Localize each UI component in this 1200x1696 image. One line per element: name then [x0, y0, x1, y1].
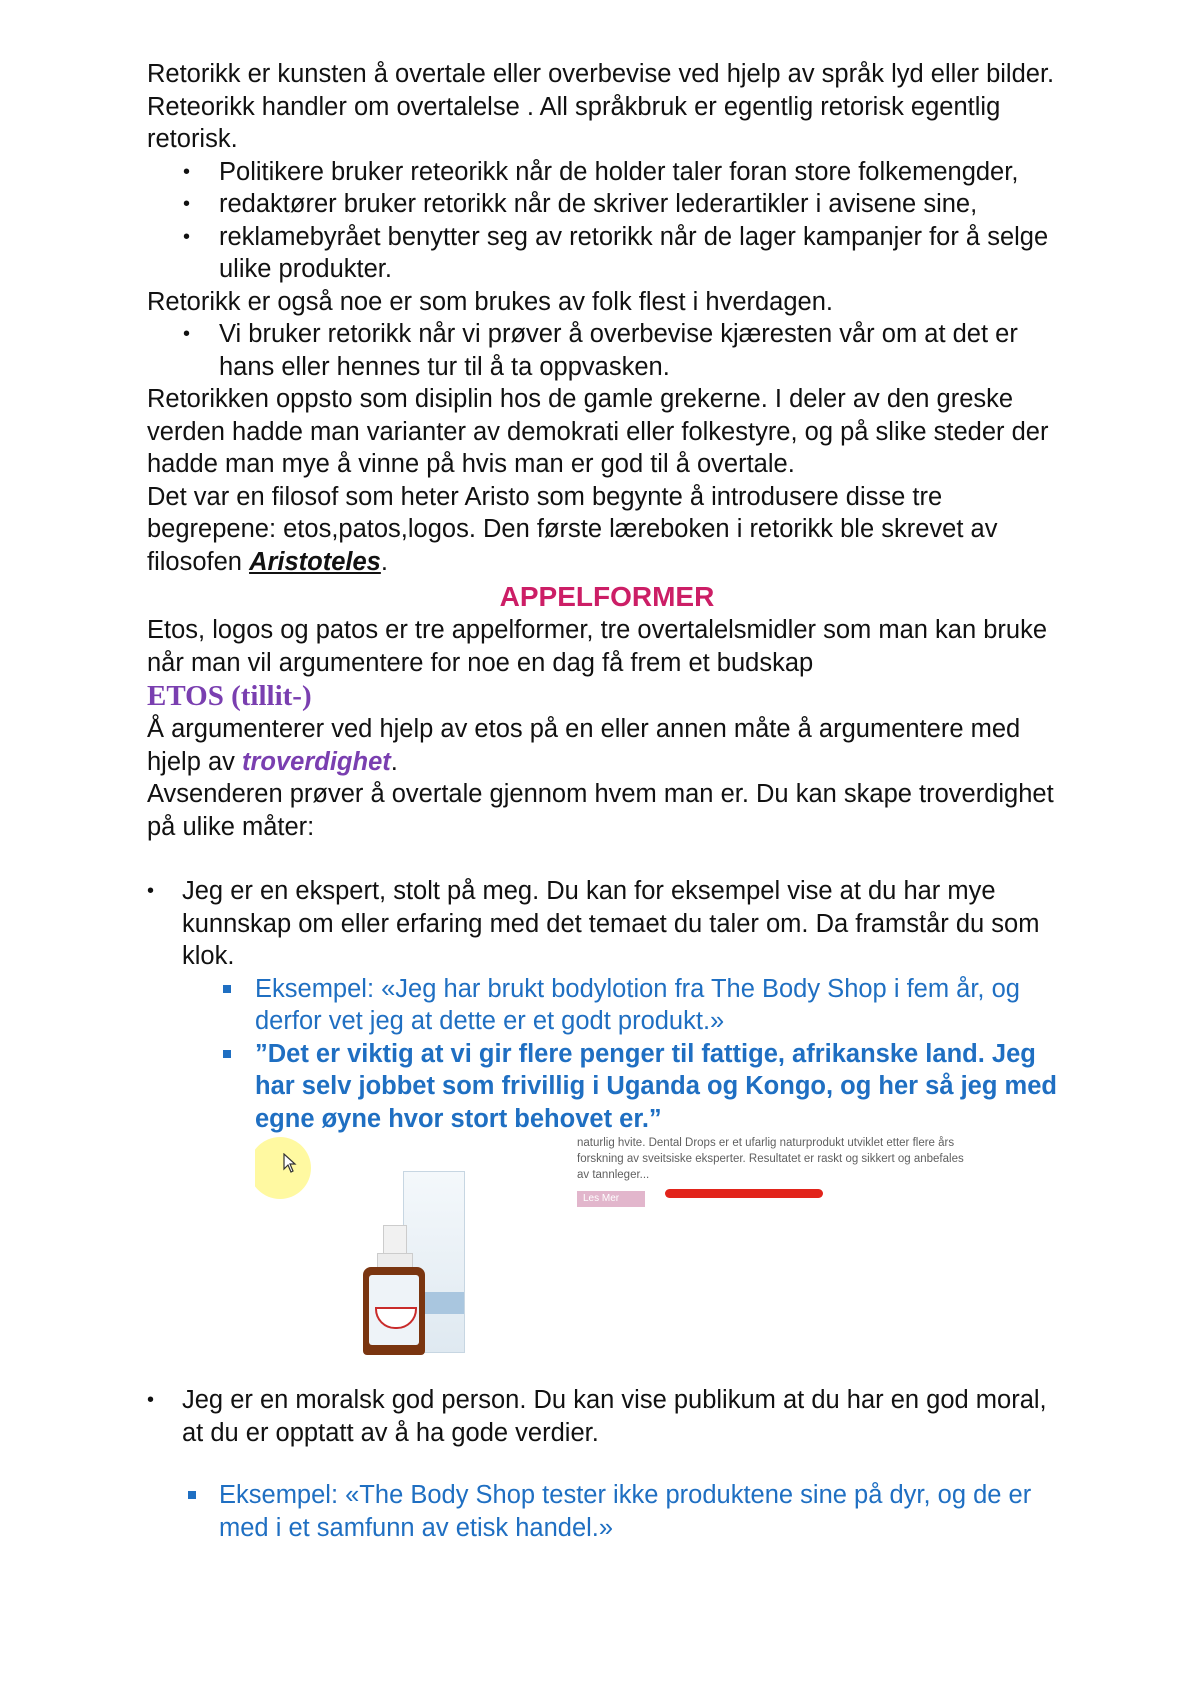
history-paragraph: Retorikken oppsto som disiplin hos de gamle grekerne. I deler av den greske verden hadde man varianter av demokrati eller folkestyre, og på slike steder der hadde man mye å vinne på hvis man er god til å overtale.: [147, 385, 1049, 478]
etos-point-list-2: [147, 1384, 1067, 1449]
list-item: • Vi bruker retorikk når vi prøver å overbevise kjæresten vår om at det er hans eller hennes tur til å ta oppvasken.: [147, 318, 1067, 383]
moral-point: [147, 1384, 1067, 1449]
troverdighet-emphasis: troverdighet: [241, 747, 391, 776]
everyday-paragraph: Retorikk er også noe er som brukes av folk flest i hverdagen.: [147, 287, 833, 316]
list-item: • redaktører bruker retorikk når de skriver lederartikler i avisene sine,: [147, 188, 1067, 221]
mouse-cursor-icon: [283, 1153, 297, 1173]
example-item: Eksempel: «The Body Shop tester ikke produktene sine på dyr, og de er med i et samfunn av etisk handel.»: [147, 1479, 1067, 1544]
etos-description: Avsenderen prøver å overtale gjennom hvem man er. Du kan skape troverdighet på ulike måter:: [147, 780, 1054, 841]
example-item: Eksempel: «Jeg har brukt bodylotion fra The Body Shop i fem år, og derfor vet jeg at dette er et godt produkt.»: [147, 973, 1067, 1038]
etos-point-list: [147, 875, 1067, 973]
politics-bullet-list: [147, 156, 1067, 286]
moral-point-text: Jeg er en moralsk god person. Du kan vise publikum at du har en god moral, at du er opptatt av å ha gode verdier.: [182, 1386, 1047, 1447]
read-more-button: Les Mer: [577, 1191, 645, 1207]
aristotle-period: .: [380, 547, 388, 576]
everyday-bullet-list: [147, 318, 1067, 383]
expert-point-text: Jeg er en ekspert, stolt på meg. Du kan for eksempel vise at du har mye kunnskap om eller erfaring med det temaet du taler om. Da framstår du som klok.: [182, 877, 1040, 970]
red-underline-mark: [665, 1189, 823, 1198]
etos-heading: ETOS (tillit-): [147, 680, 312, 712]
etos-definition-text: Å argumenterer ved hjelp av etos på en eller annen måte å argumentere med hjelp av: [147, 715, 1021, 776]
product-description-text: naturlig hvite. Dental Drops er et ufarlig naturprodukt utviklet etter flere års forskning av sveitsiske eksperter. Resultatet er raskt og sikkert og anbefales av tannleger...: [577, 1137, 964, 1181]
list-item: • reklamebyrået benytter seg av retorikk når de lager kampanjer for å selge ulike produkter.: [147, 221, 1067, 286]
etos-definition: [147, 713, 1067, 778]
product-bottle: [363, 1225, 425, 1355]
document-page: [147, 58, 1067, 1544]
aristoteles-emphasis: Aristoteles: [249, 547, 381, 576]
dental-drops-screenshot: [255, 1135, 1035, 1360]
appelformer-paragraph: Etos, logos og patos er tre appelformer, tre overtalelsmidler som man kan bruke når man vil argumentere for noe en dag få frem et budskap: [147, 616, 1048, 677]
aristotle-paragraph: [147, 481, 1067, 579]
aristotle-text: Det var en filosof som heter Aristo som begynte å introdusere disse tre begrepene: etos,patos,logos. Den første læreboken i retorikk ble skrevet av filosofen: [147, 482, 998, 576]
intro-paragraph: Retorikk er kunsten å overtale eller overbevise ved hjelp av språk lyd eller bilder. Reteorikk handler om overtalelse . All språkbruk er egentlig retorisk egentlig retorisk.: [147, 60, 1055, 153]
expert-point: [147, 875, 1067, 973]
etos-definition-period: .: [390, 747, 398, 776]
example-item: ”Det er viktig at vi gir flere penger til fattige, afrikanske land. Jeg har selv jobbet som frivillig i Uganda og Kongo, og her så jeg med egne øyne hvor stort behovet er.”: [147, 1038, 1067, 1136]
appelformer-heading: APPELFORMER: [499, 581, 715, 612]
expert-example-list: [147, 973, 1067, 1136]
list-item: • Politikere bruker reteorikk når de holder taler foran store folkemengder,: [147, 156, 1067, 189]
moral-example-list: [147, 1479, 1067, 1544]
